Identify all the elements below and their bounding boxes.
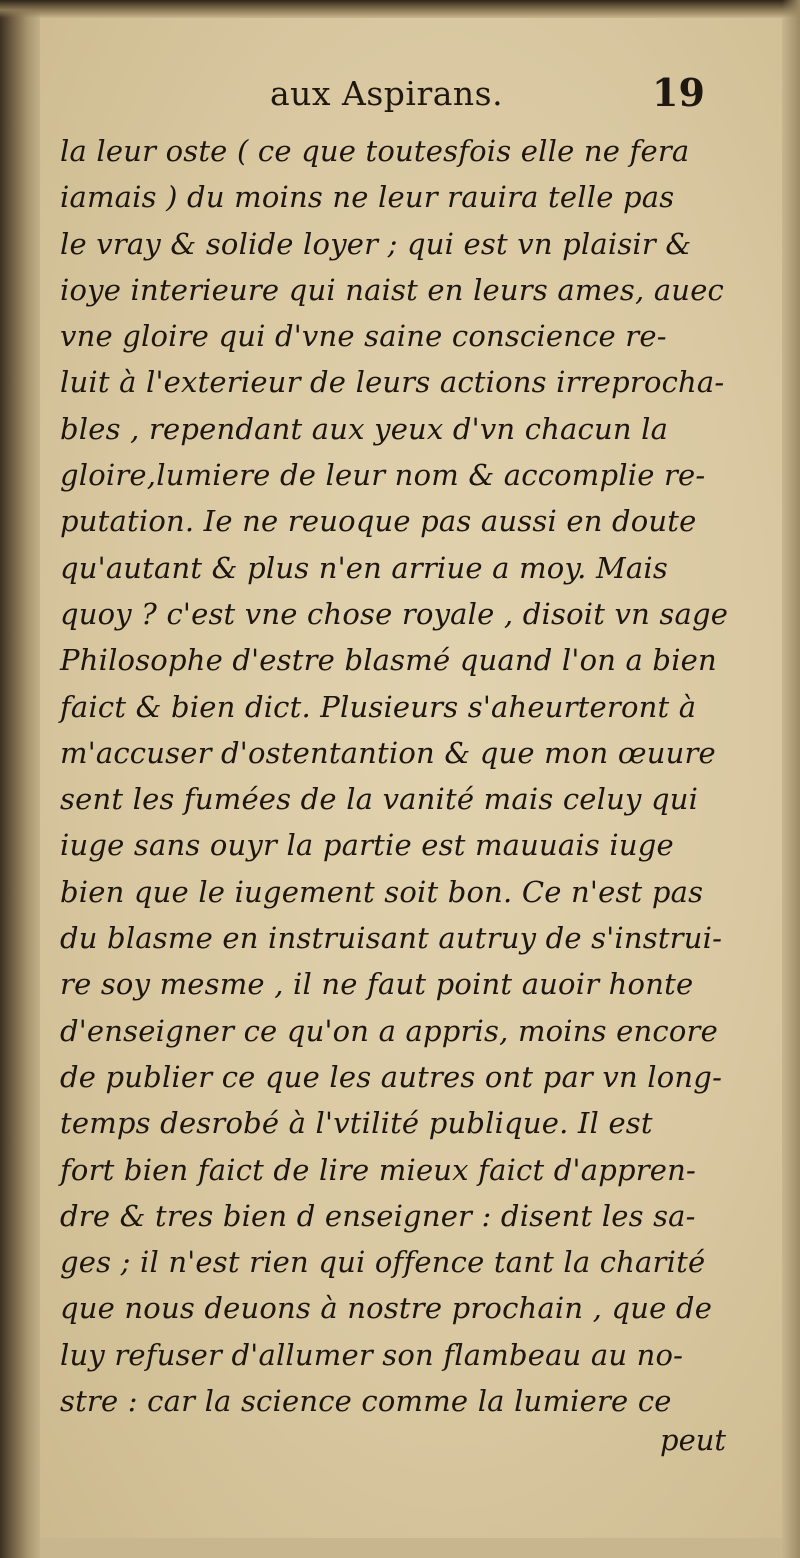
text-line: qu'autant & plus n'en arriue a moy. Mais (60, 550, 668, 585)
text-line: dre & tres bien d enseigner : disent les sa- (60, 1198, 696, 1233)
page-number: 19 (652, 70, 705, 115)
text-line: d'enseigner ce qu'on a appris, moins encore (60, 1013, 718, 1048)
text-line: Philosophe d'estre blasmé quand l'on a bien (60, 643, 717, 678)
text-line: bien que le iugement soit bon. Ce n'est pas (60, 874, 704, 909)
text-line: que nous deuons à nostre prochain , que de (60, 1291, 713, 1326)
text-line: sent les fumées de la vanité mais celuy qui (60, 782, 699, 817)
text-line: quoy ? c'est vne chose royale , disoit vn sage (60, 596, 729, 631)
running-head: aux Aspirans. (270, 74, 504, 113)
text-line: vne gloire qui d'vne saine conscience re- (60, 319, 667, 354)
text-line: fort bien faict de lire mieux faict d'appren- (60, 1152, 697, 1187)
text-line: la leur oste ( ce que toutesfois elle ne fera (60, 134, 690, 168)
page-header (40, 70, 782, 124)
text-line: faict & bien dict. Plusieurs s'aheurteront à (60, 689, 697, 724)
text-line: temps desrobé à l'vtilité publique. Il est (60, 1106, 653, 1141)
text-line: gloire,lumiere de leur nom & accomplie re- (60, 458, 706, 493)
text-line: m'accuser d'ostentantion & que mon œuure (60, 735, 716, 770)
text-line: iuge sans ouyr la partie est mauuais iuge (60, 828, 674, 863)
catchword: peut (660, 1423, 727, 1457)
text-line: luit à l'exterieur de leurs actions irreprocha- (60, 365, 725, 400)
text-line: le vray & solide loyer ; qui est vn plaisir & (60, 226, 692, 261)
page-edge-shadow (0, 0, 800, 18)
text-line: ioye interieure qui naist en leurs ames, auec (60, 272, 724, 307)
text-line: putation. Ie ne reuoque pas aussi en doute (60, 504, 697, 539)
book-gutter (0, 0, 40, 1558)
text-line: bles , rependant aux yeux d'vn chacun la (60, 411, 669, 446)
text-line: ges ; il n'est rien qui offence tant la charité (60, 1245, 706, 1280)
text-line: luy refuser d'allumer son flambeau au no- (60, 1337, 684, 1372)
text-line: du blasme en instruisant autruy de s'instrui- (60, 921, 723, 956)
page-paper (40, 18, 782, 1538)
text-line: de publier ce que les autres ont par vn long- (60, 1059, 723, 1094)
text-line: stre : car la science comme la lumiere ce (60, 1384, 672, 1419)
page-edge-shadow-right (782, 0, 800, 1558)
text-line: re soy mesme , il ne faut point auoir honte (60, 967, 694, 1002)
text-line: iamais ) du moins ne leur rauira telle pas (60, 180, 675, 215)
body-text (60, 128, 740, 1424)
